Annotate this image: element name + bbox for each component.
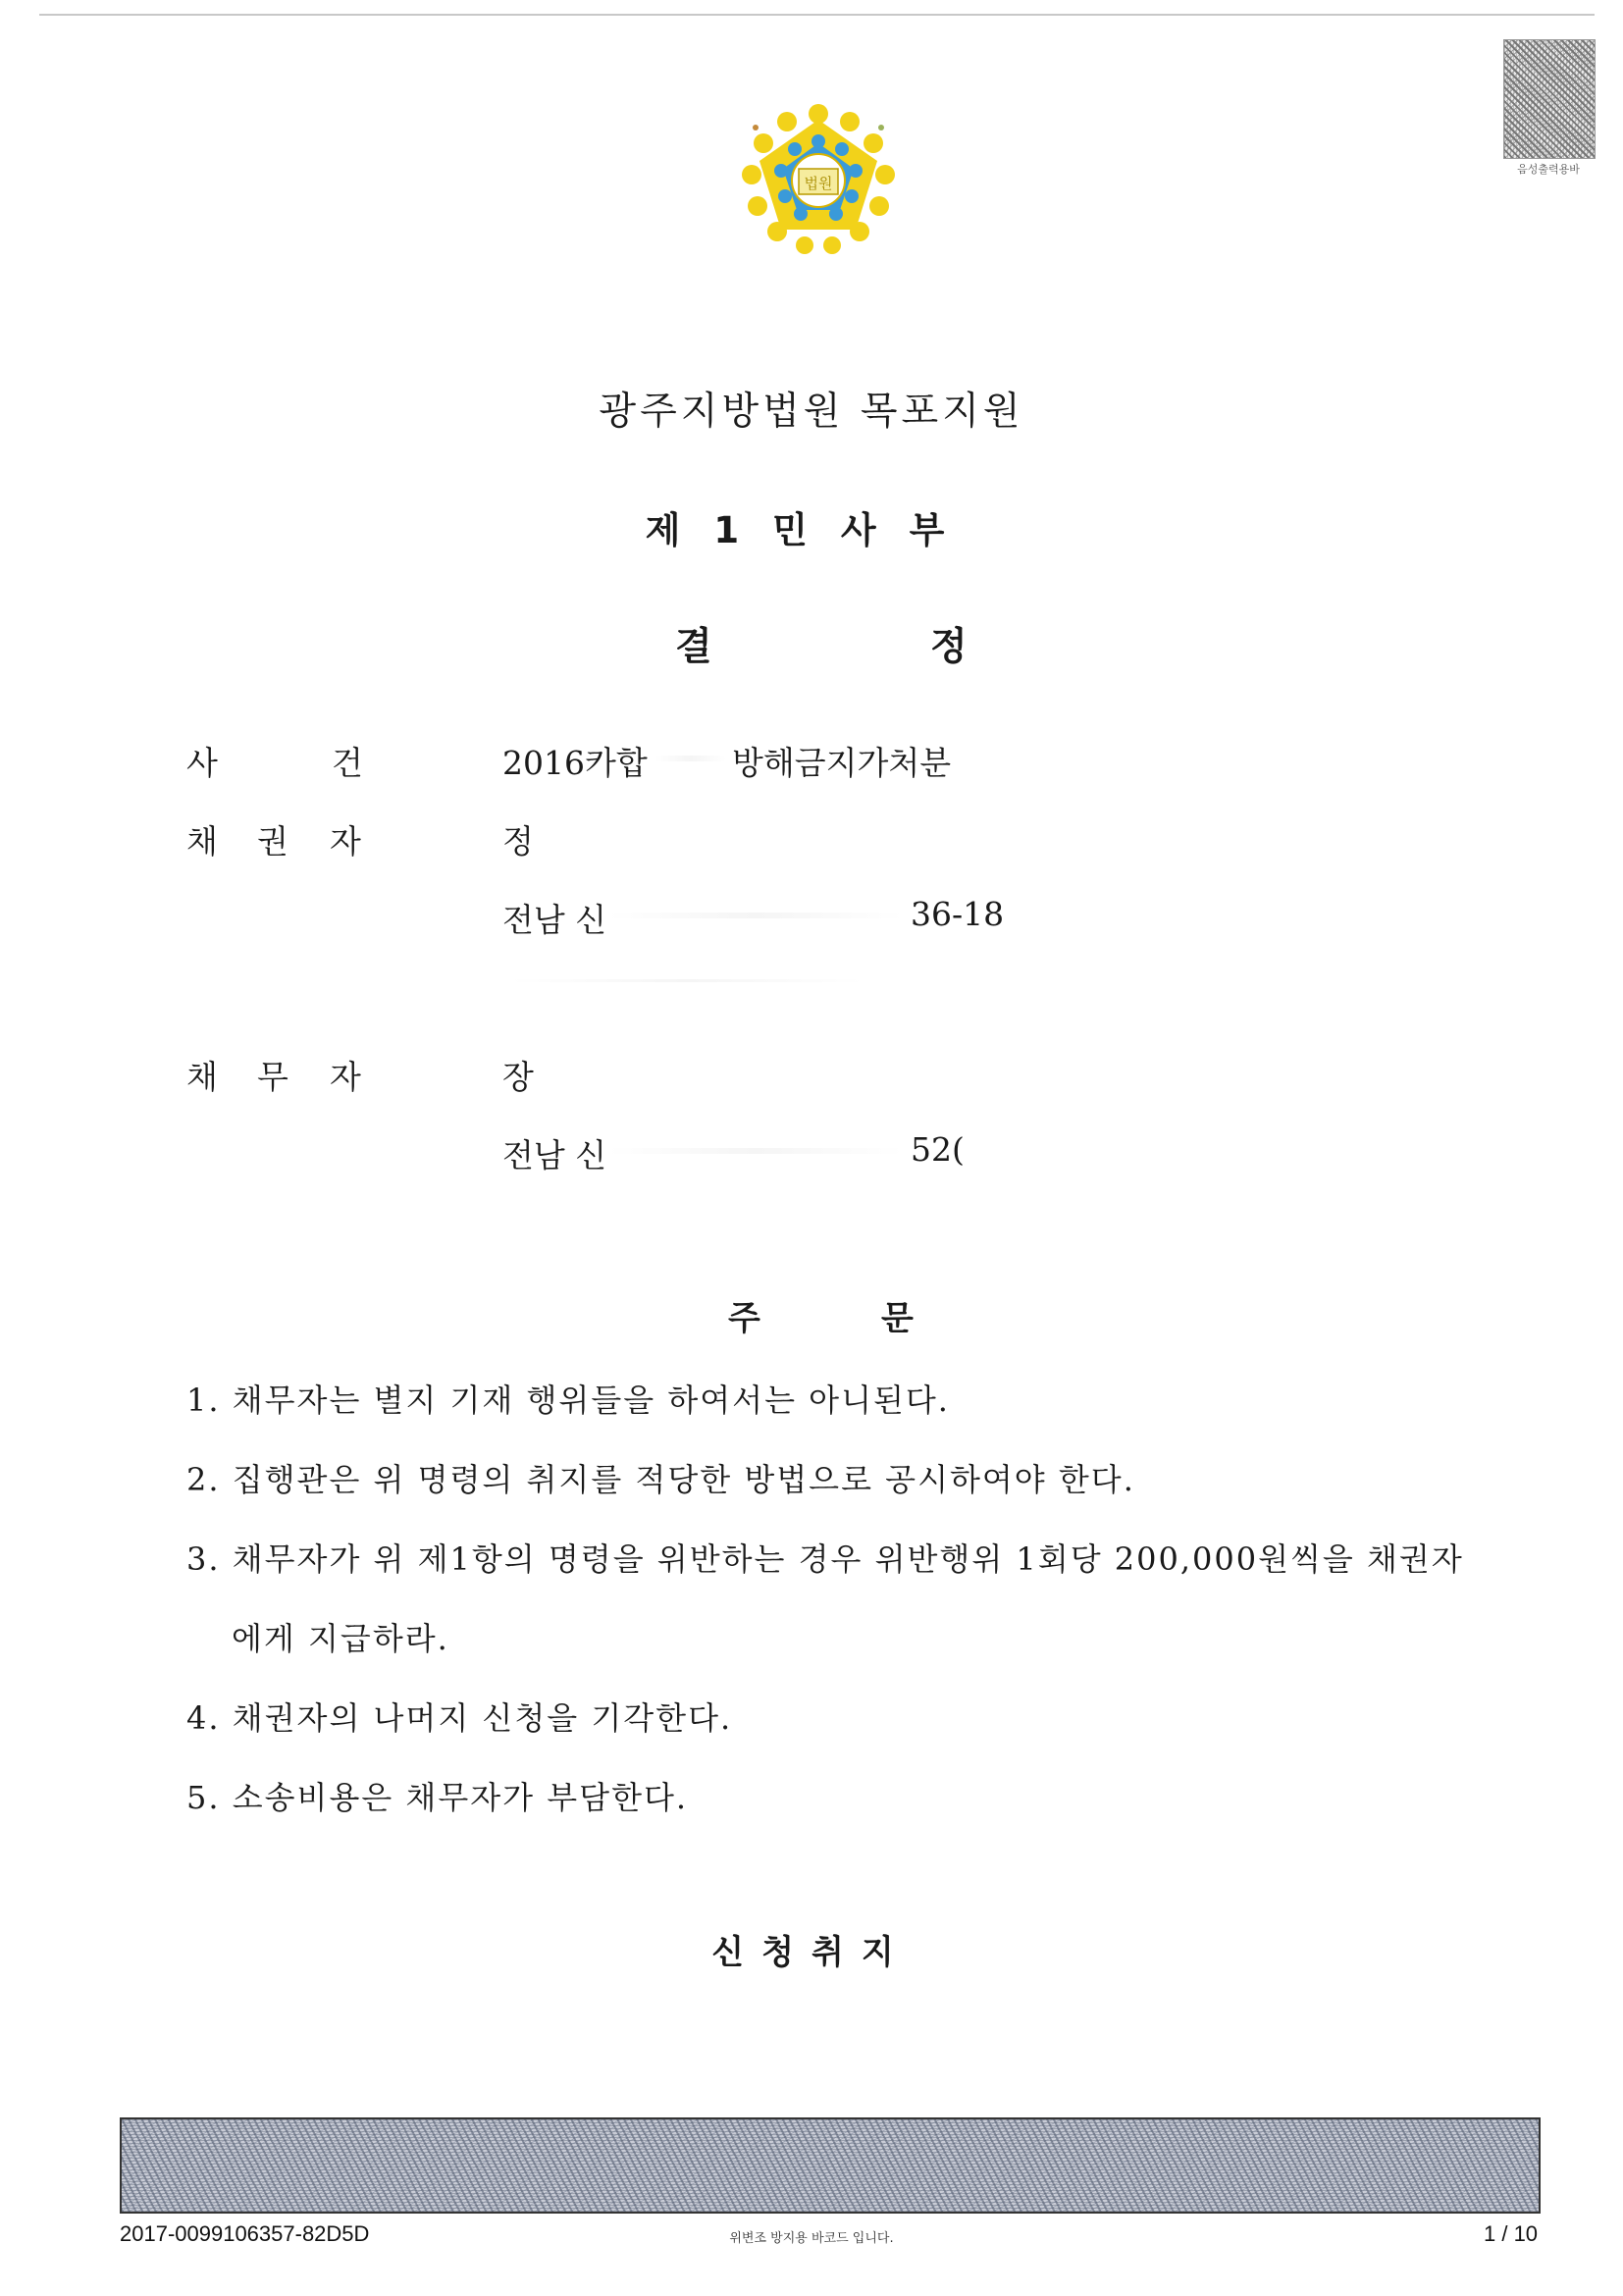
creditor-label-3: 자 xyxy=(330,822,361,861)
debtor-address-start: 전남 신 xyxy=(502,1136,607,1174)
court-name: 광주지방법원 목포지원 xyxy=(599,390,1024,434)
document-id: 2017-0099106357-82D5D xyxy=(120,2221,370,2246)
debtor-name: 장 xyxy=(502,1058,534,1096)
qr-code xyxy=(1503,39,1596,159)
creditor-label-1: 채 xyxy=(186,822,218,861)
emblem-text: 법원 xyxy=(804,175,833,192)
division-name: 제1민사부 xyxy=(645,509,978,551)
page-number: 1 / 10 xyxy=(1484,2221,1539,2246)
doc-title-right: 정 xyxy=(930,625,968,669)
top-rule xyxy=(39,14,1595,16)
doc-title-left: 결 xyxy=(675,625,712,669)
debtor-label-1: 채 xyxy=(186,1058,218,1096)
creditor-address-start: 전남 신 xyxy=(502,901,607,939)
redaction xyxy=(608,1148,903,1154)
barcode-note: 위변조 방지용 바코드 입니다. xyxy=(729,2231,894,2246)
redaction xyxy=(608,913,903,918)
debtor-label-3: 자 xyxy=(330,1058,361,1096)
order-title-left: 주 xyxy=(728,1299,760,1338)
case-label-2: 건 xyxy=(332,744,363,782)
order-item-5: 5. 소송비용은 채무자가 부담한다. xyxy=(186,1779,689,1816)
court-emblem-icon xyxy=(734,98,903,267)
case-name: 방해금지가처분 xyxy=(732,744,952,782)
creditor-name: 정 xyxy=(502,822,534,861)
order-item-1: 1. 채무자는 별지 기재 행위들을 하여서는 아니된다. xyxy=(186,1382,950,1419)
case-label-1: 사 xyxy=(186,744,218,782)
order-title-right: 문 xyxy=(881,1299,914,1338)
order-item-2: 2. 집행관은 위 명령의 취지를 적당한 방법으로 공시하여야 한다. xyxy=(186,1461,1135,1498)
purpose-title: 신청취지 xyxy=(711,1933,912,1972)
case-number: 2016카합 xyxy=(502,744,648,782)
order-item-3-cont: 에게 지급하라. xyxy=(232,1620,449,1657)
order-item-4: 4. 채권자의 나머지 신청을 기각한다. xyxy=(186,1699,733,1737)
redaction xyxy=(510,979,864,982)
debtor-address-end: 52( xyxy=(911,1130,965,1169)
creditor-label-2: 권 xyxy=(257,822,288,861)
redaction xyxy=(655,756,726,761)
creditor-address-end: 36-18 xyxy=(911,895,1005,933)
qr-label: 음성출력용바 xyxy=(1517,163,1580,176)
anti-forgery-barcode xyxy=(120,2117,1541,2214)
debtor-label-2: 무 xyxy=(257,1058,288,1096)
order-item-3: 3. 채무자가 위 제1항의 명령을 위반하는 경우 위반행위 1회당 200,000원씩을 채권자 xyxy=(186,1540,1464,1578)
